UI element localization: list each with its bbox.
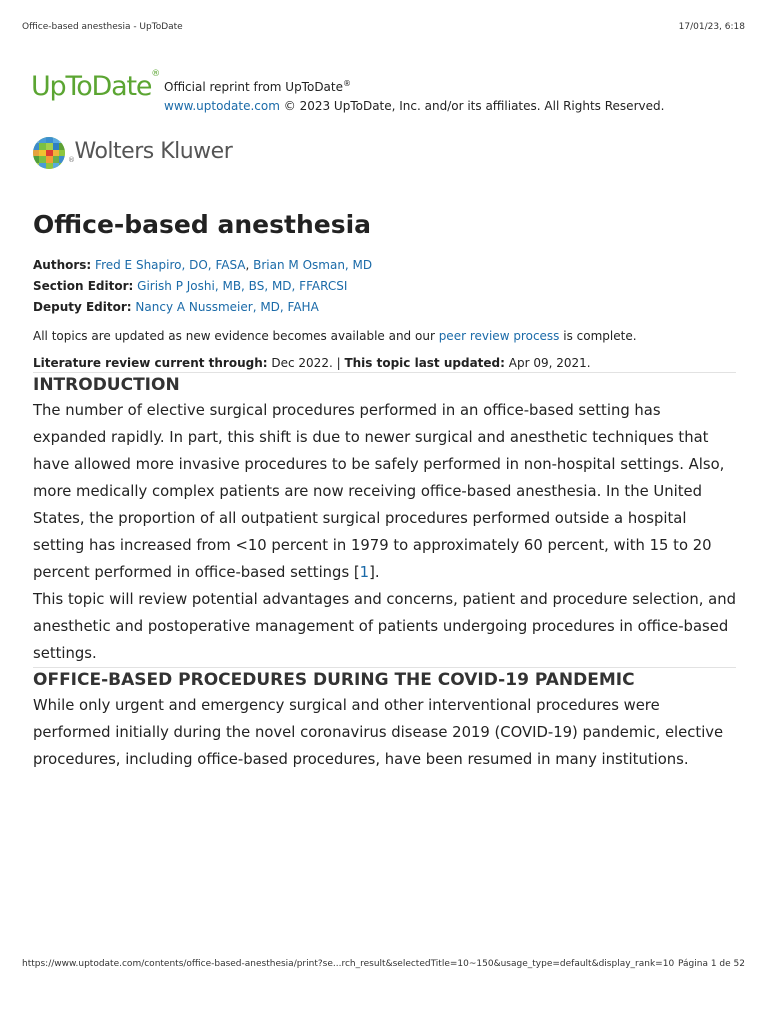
update-note	[33, 327, 736, 345]
wolters-kluwer-text	[68, 139, 232, 164]
uptodate-logo-mark: ®	[151, 69, 161, 79]
reference-link[interactable]: 1	[359, 564, 370, 581]
intro-paragraph-2: This topic will review potential advantages and concerns, patient and procedure selection, and anesthetic and postoperative management of patients undergoing procedures in office-based settings.	[33, 591, 736, 662]
print-header	[22, 22, 745, 36]
section-editor-label: Section Editor:	[33, 279, 134, 293]
wolters-kluwer-name: Wolters Kluwer	[74, 139, 233, 164]
wolters-kluwer-globe-icon	[32, 136, 66, 170]
update-note-post: is complete.	[559, 329, 637, 343]
brand-row	[31, 69, 738, 113]
uptodate-logo[interactable]	[31, 71, 160, 102]
peer-review-link[interactable]: peer review process	[438, 329, 560, 343]
uptodate-site-link[interactable]: www.uptodate.com	[164, 99, 280, 113]
last-updated-label: This topic last updated:	[344, 356, 505, 370]
copyright-text: © 2023 UpToDate, Inc. and/or its affiliates. All Rights Reserved.	[279, 99, 665, 113]
deputy-editor-label: Deputy Editor:	[33, 300, 132, 314]
print-header-datetime: 17/01/23, 6:18	[678, 22, 745, 32]
wolters-kluwer-mark: ®	[68, 156, 75, 164]
deputy-editor-line	[33, 297, 736, 318]
review-dates	[33, 354, 736, 372]
reprint-info	[164, 74, 664, 116]
author-link[interactable]: Brian M Osman, MD	[253, 258, 373, 272]
authors-label: Authors:	[33, 258, 92, 272]
print-header-title: Office-based anesthesia - UpToDate	[22, 22, 183, 32]
author-link[interactable]: Fred E Shapiro, DO, FASA	[95, 258, 246, 272]
lit-review-label: Literature review current through:	[33, 356, 268, 370]
covid-paragraph-1: While only urgent and emergency surgical and other interventional procedures were performed initially during the novel coronavirus disease 2019 (COVID-19) pandemic, elective procedures, including office-based procedures, have been resumed in many institutions.	[33, 697, 724, 768]
print-footer-url: https://www.uptodate.com/contents/office-based-anesthesia/print?se...rch_result&selectedTitle=10~150&usage_type=default&display_rank=10	[22, 959, 675, 969]
intro-paragraph-1	[33, 397, 736, 586]
update-note-pre: All topics are updated as new evidence becomes available and our	[33, 329, 439, 343]
print-footer	[22, 959, 745, 973]
section-heading-covid: OFFICE-BASED PROCEDURES DURING THE COVID-19 PANDEMIC	[33, 670, 635, 690]
authors-line	[33, 255, 736, 276]
lit-review-value: Dec 2022. |	[267, 356, 345, 370]
author-separator: ,	[245, 258, 254, 272]
print-footer-page: Página 1 de 52	[678, 959, 745, 969]
section-editor-link[interactable]: Girish P Joshi, MB, BS, MD, FFARCSI	[137, 279, 348, 293]
authors-block	[33, 255, 736, 318]
section-heading-introduction: INTRODUCTION	[33, 375, 180, 395]
reprint-text: Official reprint from UpToDate	[164, 80, 343, 94]
intro-paragraph-1-text: The number of elective surgical procedures performed in an office-based setting has expanded rapidly. In part, this shift is due to newer surgical and anesthetic techniques that have allowed more invasive procedures to be safely performed in non-hospital settings. Also, more medically complex patients are now receiving office-based anesthesia. In the United States, the proportion of all outpatient surgical procedures performed outside a hospital setting has increased from <10 percent in 1979 to approximately 60 percent, with 15 to 20 percent performed in office-based settings [	[33, 402, 725, 581]
intro-paragraph-1-after: ].	[369, 564, 380, 581]
reprint-mark: ®	[343, 79, 351, 88]
page-title: Office-based anesthesia	[33, 210, 372, 239]
section-editor-line	[33, 276, 736, 297]
last-updated-value: Apr 09, 2021.	[504, 356, 591, 370]
uptodate-logo-text: UpToDate	[31, 71, 152, 102]
deputy-editor-link[interactable]: Nancy A Nussmeier, MD, FAHA	[135, 300, 319, 314]
article-content	[33, 207, 736, 773]
